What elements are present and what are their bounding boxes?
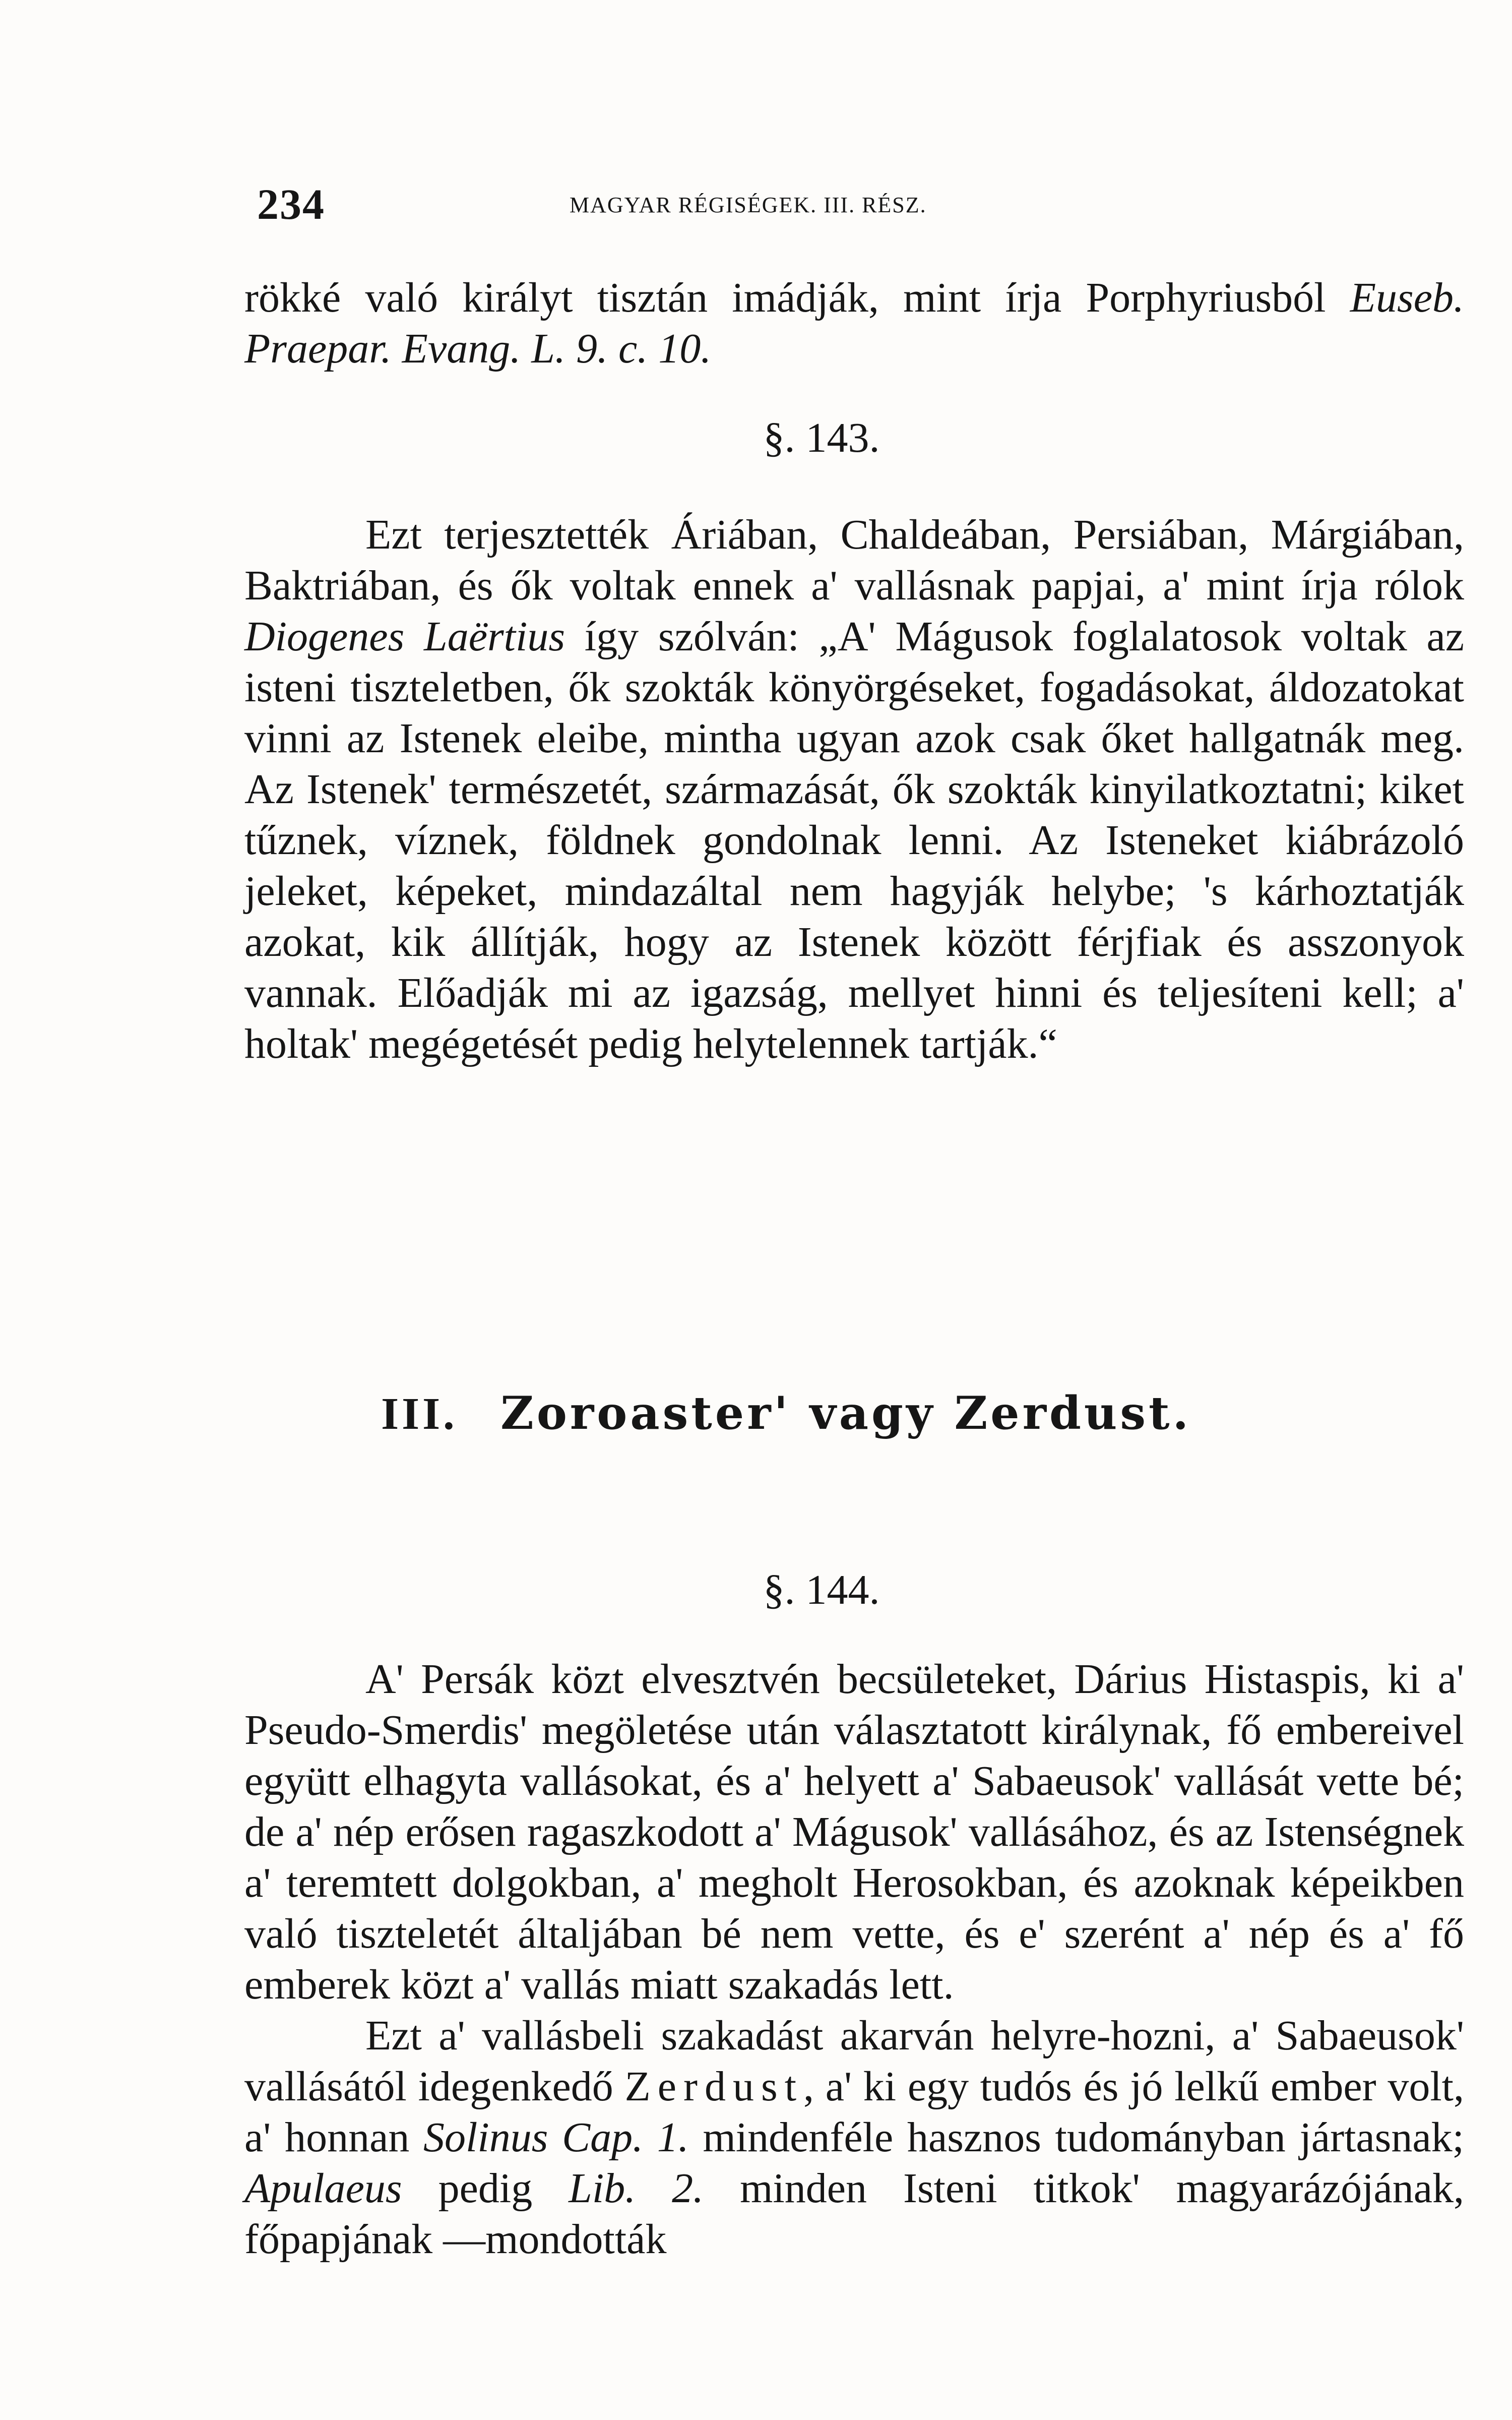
chapter-numeral: III. xyxy=(381,1389,458,1439)
citation: Solinus Cap. 1. xyxy=(423,2114,689,2161)
continued-paragraph xyxy=(244,272,1464,374)
chapter-title: Zoroaster' vagy Zerdust. xyxy=(500,1386,1191,1440)
paragraph-text: mindenféle hasznos tudományban jártasnak; xyxy=(688,2114,1464,2161)
section-number-144: §. 144. xyxy=(763,1566,880,1613)
page-header xyxy=(257,179,1457,234)
section-144-text xyxy=(244,1654,1464,2265)
paragraph-text: így szólván: „A' Mágusok foglalatosok voltak az isteni tiszteletben, ők szokták könyörgéseket, fogadásokat, áldozatokat vinni az Istenek eleibe, mintha ugyan azok csak őket hallgatnák meg. Az Istenek' természetét, származását, ők szokták kinyilatkoztatni; kiket tűznek, víznek, földnek gondolnak lenni. Az Isteneket kiábrázoló jeleket, képeket, mindazáltal nem hagyják helybe; 's kárhoztatják azokat, kik állítják, hogy az Istenek között férjfiak és asszonyok vannak. Előadják mi az igazság, mellyet hinni és teljesíteni kell; a' holtak' megégetését pedig helytelennek tartják.“ xyxy=(244,613,1465,1067)
citation: Euseb. Praepar. Evang. L. 9. c. 10. xyxy=(244,274,1464,372)
author-name: Apulaeus xyxy=(244,2165,402,2212)
paragraph-text: pedig xyxy=(402,2165,569,2212)
page-number: 234 xyxy=(257,180,325,228)
running-head: MAGYAR RÉGISÉGEK. III. RÉSZ. xyxy=(570,193,927,217)
paragraph-text: Ezt terjesztették Áriában, Chaldeában, Persiában, Márgiában, Baktriában, és ők voltak ennek a' vallásnak papjai, a' mint írja rólok xyxy=(244,511,1464,609)
section-144-paragraph-2 xyxy=(244,2010,1464,2265)
paragraph-text: minden Isteni titkok' magyarázójának, főpapjának —mondották xyxy=(244,2165,1464,2263)
section-143-paragraph xyxy=(244,509,1464,1069)
paragraph-text: rökké való királyt tisztán imádják, mint írja Porphyriusból xyxy=(244,274,1350,321)
paragraph-text: Ezt a' vallásbeli szakadást akarván helyre-hozni, a' Sabaeusok' vallásától idegenkedő xyxy=(244,2012,1464,2110)
section-number-143: §. 143. xyxy=(763,414,880,461)
citation: Lib. 2. xyxy=(569,2165,704,2212)
author-name: Diogenes Laërtius xyxy=(244,613,565,660)
paragraph-text: , a' ki egy tudós és jó lelkű ember volt, a' honnan xyxy=(244,2063,1465,2161)
chapter-heading xyxy=(0,1386,1512,1440)
section-144-paragraph-1: A' Persák közt elvesztvén becsületeket, Dárius Histaspis, ki a' Pseudo-Smerdis' megöletése után választatott királynak, fő embereivel együtt elhagyta vallásokat, és a' helyett a' Sabaeusok' vallását vette bé; de a' nép erősen ragaszkodott a' Mágusok' vallásához, és az Istenségnek a' teremtett dolgokban, a' megholt Herosokban, és azoknak képeikben való tiszteletét általjában bé nem vette, és e' szerént a' nép és a' fő emberek közt a' vallás miatt szakadás lett. xyxy=(244,1656,1464,2008)
spaced-name: Zerdust xyxy=(624,2063,804,2110)
